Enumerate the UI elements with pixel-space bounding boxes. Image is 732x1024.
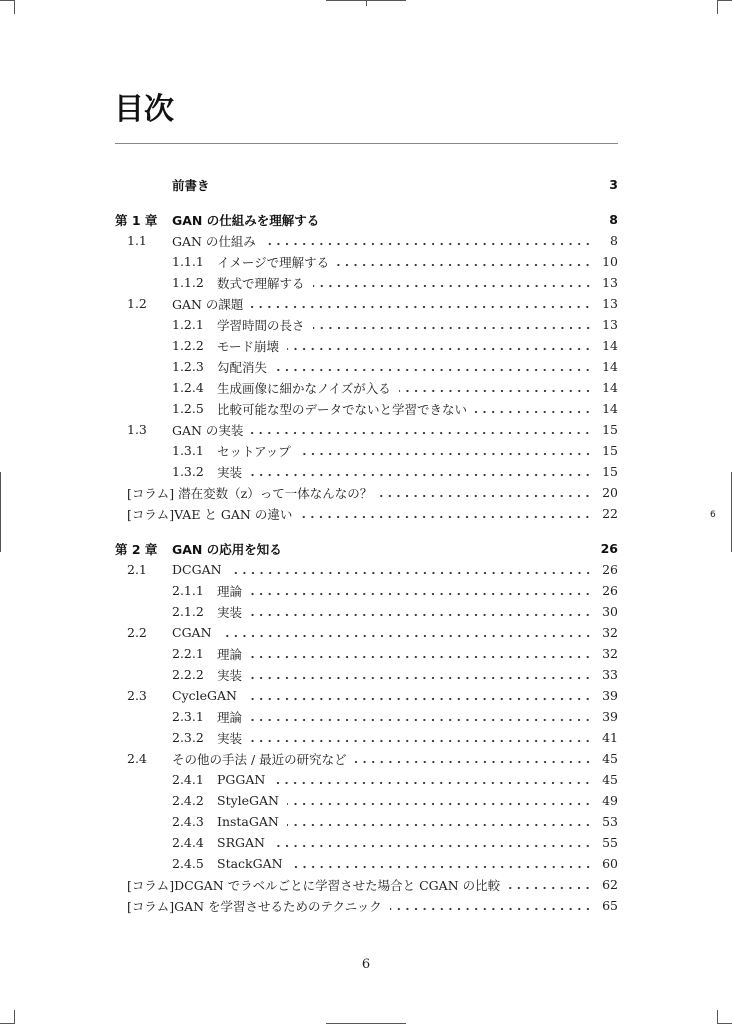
- dot-leader: [299, 446, 592, 456]
- toc-entry-title: 理論: [217, 709, 243, 725]
- toc-entry-title: [コラム] 潜在変数（z）って一体なんなの？: [127, 485, 373, 501]
- toc-entry-title: 理論: [217, 583, 243, 599]
- toc-entry-title: 比較可能な型のデータでないと学習できない: [217, 401, 468, 417]
- crop-mark: [14, 0, 15, 14]
- dot-leader: [291, 859, 592, 869]
- toc-entry-chapter[interactable]: [115, 174, 618, 195]
- dot-leader: [399, 383, 592, 393]
- toc-entry-number: 2.1.1: [172, 583, 204, 598]
- toc-entry-page: 20: [602, 485, 618, 500]
- toc-entry-page: 13: [602, 317, 618, 332]
- toc-entry-l2[interactable]: [115, 664, 618, 685]
- toc-entry-title: 数式で理解する: [217, 275, 305, 291]
- table-of-contents: [115, 174, 618, 916]
- dot-leader: [250, 649, 592, 659]
- toc-entry-page: 15: [602, 464, 618, 479]
- toc-entry-l1[interactable]: [115, 230, 618, 251]
- title-rule: [115, 143, 618, 144]
- toc-entry-number: 2.3.1: [172, 709, 204, 724]
- dot-leader: [475, 404, 592, 414]
- dot-leader: [300, 509, 592, 519]
- toc-entry-title: PGGAN: [217, 772, 266, 787]
- toc-entry-column[interactable]: [115, 482, 618, 503]
- crop-mark: [717, 1010, 718, 1024]
- toc-entry-page: 13: [602, 275, 618, 290]
- toc-entry-number: 2.1.2: [172, 604, 204, 619]
- side-page-tab: 6: [710, 510, 716, 520]
- crop-mark: [0, 472, 1, 552]
- toc-entry-number: 1.2: [127, 296, 147, 311]
- toc-entry-l2[interactable]: [115, 335, 618, 356]
- toc-entry-number: 2.3.2: [172, 730, 204, 745]
- toc-entry-title: GAN の仕組みを理解する: [172, 212, 320, 228]
- toc-entry-l2[interactable]: [115, 251, 618, 272]
- toc-entry-page: 32: [602, 646, 618, 661]
- toc-entry-title: 生成画像に細かなノイズが入る: [217, 380, 391, 396]
- toc-entry-number: 2.4.2: [172, 793, 204, 808]
- dot-leader: [287, 817, 592, 827]
- toc-entry-l2[interactable]: [115, 832, 618, 853]
- toc-entry-title: [コラム]VAE と GAN の違い: [127, 506, 293, 522]
- toc-entry-l2[interactable]: [115, 314, 618, 335]
- toc-entry-number: 2.3: [127, 688, 147, 703]
- toc-entry-title: 理論: [217, 646, 243, 662]
- toc-entry-page: 26: [602, 562, 618, 577]
- toc-entry-title: イメージで理解する: [217, 254, 330, 270]
- toc-entry-title: [コラム]DCGAN でラベルごとに学習させた場合と CGAN の比較: [127, 877, 501, 893]
- toc-entry-page: 55: [602, 835, 618, 850]
- toc-entry-number: 1.2.3: [172, 359, 204, 374]
- dot-leader: [355, 754, 592, 764]
- toc-entry-title: 実装: [217, 667, 243, 683]
- dot-leader: [250, 712, 592, 722]
- toc-entry-number: 2.4.1: [172, 772, 204, 787]
- toc-entry-title: 実装: [217, 730, 243, 746]
- toc-entry-page: 8: [610, 233, 618, 248]
- dot-leader: [337, 257, 592, 267]
- dot-leader: [230, 565, 592, 575]
- toc-entry-l1[interactable]: [115, 685, 618, 706]
- toc-entry-page: 10: [602, 254, 618, 269]
- toc-entry-title: GAN の応用を知る: [172, 541, 282, 557]
- toc-entry-l2[interactable]: [115, 706, 618, 727]
- toc-entry-page: 30: [602, 604, 618, 619]
- toc-entry-column[interactable]: [115, 874, 618, 895]
- toc-entry-number: 1.1.1: [172, 254, 204, 269]
- crop-mark: [718, 0, 732, 1]
- dot-leader: [250, 586, 592, 596]
- dot-leader: [250, 670, 592, 680]
- toc-entry-page: 26: [600, 541, 618, 556]
- toc-entry-number: 2.2.1: [172, 646, 204, 661]
- toc-entry-page: 49: [602, 793, 618, 808]
- toc-entry-page: 15: [602, 422, 618, 437]
- toc-entry-page: 14: [602, 338, 618, 353]
- toc-entry-page: 45: [602, 772, 618, 787]
- toc-entry-number: 2.4.4: [172, 835, 204, 850]
- dot-leader: [220, 628, 592, 638]
- toc-entry-column[interactable]: [115, 503, 618, 524]
- toc-entry-chapter[interactable]: [115, 209, 618, 230]
- toc-entry-l2[interactable]: [115, 727, 618, 748]
- toc-entry-number: 第 2 章: [115, 541, 158, 557]
- dot-leader: [273, 838, 592, 848]
- toc-entry-title: 実装: [217, 464, 243, 480]
- dot-leader: [313, 320, 592, 330]
- toc-entry-page: 39: [602, 709, 618, 724]
- toc-entry-number: 1.2.2: [172, 338, 204, 353]
- toc-entry-l2[interactable]: [115, 356, 618, 377]
- crop-mark: [14, 1010, 15, 1024]
- toc-entry-l2[interactable]: [115, 461, 618, 482]
- toc-entry-number: 2.2.2: [172, 667, 204, 682]
- dot-leader: [250, 467, 592, 477]
- toc-entry-number: 1.2.4: [172, 380, 204, 395]
- toc-entry-l1[interactable]: [115, 622, 618, 643]
- toc-entry-page: 14: [602, 401, 618, 416]
- toc-entry-number: 2.4.3: [172, 814, 204, 829]
- toc-entry-number: 1.3.1: [172, 443, 204, 458]
- dot-leader: [287, 796, 592, 806]
- toc-entry-page: 13: [602, 296, 618, 311]
- toc-entry-title: 学習時間の長さ: [217, 317, 305, 333]
- toc-entry-page: 33: [602, 667, 618, 682]
- toc-entry-page: 14: [602, 359, 618, 374]
- toc-entry-column[interactable]: [115, 895, 618, 916]
- toc-entry-l2[interactable]: [115, 272, 618, 293]
- toc-entry-page: 14: [602, 380, 618, 395]
- toc-entry-title: StyleGAN: [217, 793, 279, 808]
- dot-leader: [251, 425, 592, 435]
- toc-entry-page: 41: [602, 730, 618, 745]
- toc-entry-title: [コラム]GAN を学習させるためのテクニック: [127, 898, 382, 914]
- toc-entry-number: 1.2.1: [172, 317, 204, 332]
- toc-entry-l2[interactable]: [115, 440, 618, 461]
- toc-entry-title: GAN の実装: [172, 422, 244, 438]
- crop-mark: [366, 0, 367, 6]
- dot-leader: [313, 278, 592, 288]
- toc-entry-number: 1.1.2: [172, 275, 204, 290]
- dot-leader: [245, 691, 592, 701]
- crop-mark: [717, 0, 718, 14]
- toc-entry-l2[interactable]: [115, 769, 618, 790]
- dot-leader: [273, 775, 592, 785]
- toc-entry-l2[interactable]: [115, 398, 618, 419]
- dot-leader: [250, 733, 592, 743]
- toc-entry-l2[interactable]: [115, 601, 618, 622]
- toc-entry-page: 53: [602, 814, 618, 829]
- dot-leader: [264, 236, 592, 246]
- toc-entry-number: 1.1: [127, 233, 147, 248]
- dot-leader: [380, 488, 592, 498]
- page-title: 目次: [114, 92, 174, 127]
- dot-leader: [287, 341, 592, 351]
- dot-leader: [250, 607, 592, 617]
- dot-leader: [508, 880, 592, 890]
- toc-entry-number: 1.2.5: [172, 401, 204, 416]
- toc-entry-page: 26: [602, 583, 618, 598]
- toc-entry-number: 1.3: [127, 422, 147, 437]
- toc-entry-page: 15: [602, 443, 618, 458]
- toc-entry-number: 2.4.5: [172, 856, 204, 871]
- toc-entry-page: 39: [602, 688, 618, 703]
- toc-entry-page: 65: [602, 898, 618, 913]
- toc-entry-l1[interactable]: [115, 748, 618, 769]
- toc-entry-title: CycleGAN: [172, 688, 237, 703]
- toc-entry-title: DCGAN: [172, 562, 222, 577]
- toc-entry-l1[interactable]: [115, 419, 618, 440]
- toc-entry-page: 22: [602, 506, 618, 521]
- toc-entry-page: 8: [609, 212, 618, 227]
- toc-entry-title: SRGAN: [217, 835, 265, 850]
- toc-entry-number: 2.1: [127, 562, 147, 577]
- toc-entry-l2[interactable]: [115, 580, 618, 601]
- toc-entry-l2[interactable]: [115, 811, 618, 832]
- toc-entry-l2[interactable]: [115, 853, 618, 874]
- toc-entry-number: 第 1 章: [115, 212, 158, 228]
- toc-entry-l2[interactable]: [115, 377, 618, 398]
- toc-entry-title: 勾配消失: [217, 359, 268, 375]
- toc-entry-chapter[interactable]: [115, 538, 618, 559]
- crop-mark: [0, 0, 14, 1]
- toc-entry-title: 実装: [217, 604, 243, 620]
- toc-entry-page: 62: [602, 877, 618, 892]
- toc-entry-number: 2.2: [127, 625, 147, 640]
- toc-entry-title: セットアップ: [217, 443, 291, 459]
- toc-entry-page: 3: [609, 177, 618, 192]
- toc-entry-number: 1.3.2: [172, 464, 204, 479]
- toc-entry-title: CGAN: [172, 625, 212, 640]
- dot-leader: [275, 362, 592, 372]
- page-number: 6: [361, 957, 371, 972]
- toc-entry-l1[interactable]: [115, 559, 618, 580]
- toc-entry-title: 前書き: [172, 177, 210, 193]
- toc-entry-title: StackGAN: [217, 856, 283, 871]
- toc-entry-l2[interactable]: [115, 643, 618, 664]
- toc-entry-title: InstaGAN: [217, 814, 279, 829]
- toc-entry-l2[interactable]: [115, 790, 618, 811]
- toc-entry-title: GAN の仕組み: [172, 233, 256, 249]
- toc-entry-page: 60: [602, 856, 618, 871]
- toc-entry-title: その他の手法 / 最近の研究など: [172, 751, 347, 767]
- toc-entry-page: 32: [602, 625, 618, 640]
- dot-leader: [390, 901, 592, 911]
- toc-entry-number: 2.4: [127, 751, 147, 766]
- toc-entry-title: GAN の課題: [172, 296, 244, 312]
- toc-entry-page: 45: [602, 751, 618, 766]
- toc-entry-l1[interactable]: [115, 293, 618, 314]
- toc-entry-title: モード崩壊: [217, 338, 280, 354]
- dot-leader: [251, 299, 592, 309]
